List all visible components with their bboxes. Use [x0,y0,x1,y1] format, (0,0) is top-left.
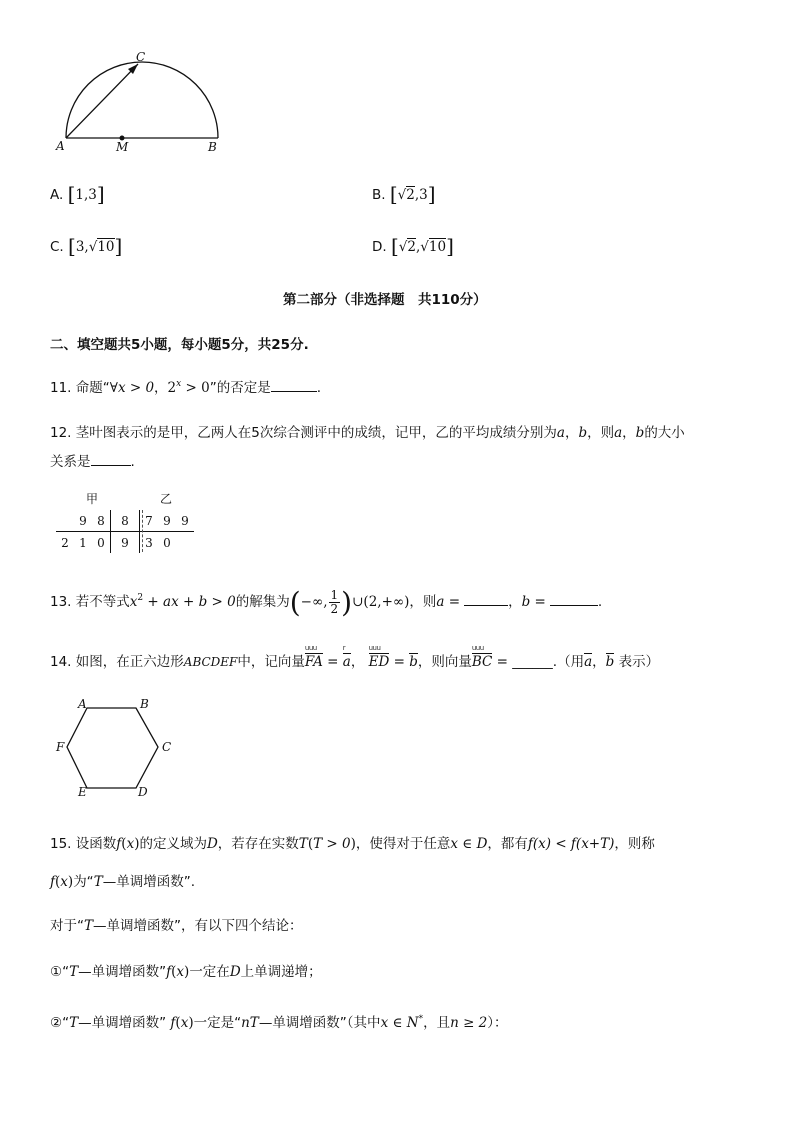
question-11: 11. 命题“∀x > 0，$2^x > 0$”的否定是 . [50,379,321,396]
conclusion-2: ②“T—单调增函数” f(x)一定是“nT—单调增函数”（其中x ∈ N*，且n ≥ 2）： [50,1014,508,1031]
part-two-heading: 第二部分（非选择题 共110分） [283,292,487,308]
point-label-c: C [136,50,146,64]
hex-label-f: F [56,740,65,754]
option-b: B. [√2,3] [372,182,436,206]
conclusion-1: ①“T—单调增函数”f(x)一定在D上单调递增； [50,964,322,980]
vector-ed: uuu ED [368,644,390,670]
fraction-one-half: $\frac{1}{2}$ [330,587,339,616]
point-label-m: M [116,140,129,154]
answer-blank-b [550,593,598,606]
question-14: 14. 如图，在正六边形ABCDEF中，记向量 uuu FA = r a， uuu ED = b，则向量 uuu BC = ______.（用a，b 表示） [50,644,660,670]
vector-fa: uuu FA [304,644,323,670]
option-d: D. [√2,√10] [372,234,454,258]
question-12-line1: 12. 茎叶图表示的是甲，乙两人在5次综合测评中的成绩，记甲，乙的平均成绩分别为a，b，则a，b的大小 [50,425,685,441]
hexagon-figure [60,702,170,794]
question-12-line2: 关系是 . [50,454,135,470]
vector-b-ref: b [605,654,615,670]
hex-label-a: A [78,697,87,711]
answer-blank [271,379,317,392]
hex-label-d: D [138,785,148,799]
point-label-a: A [56,139,65,153]
answer-blank [91,453,131,466]
point-label-b: B [208,140,217,154]
vector-a: r a [342,644,351,670]
question-15-line1: 15. 设函数f(x)的定义域为D，若存在实数T(T > 0)，使得对于任意x ∈ D，都有f(x) < f(x+T)，则称 [50,836,655,852]
option-a: A. [1,3] [50,182,105,206]
stemleaf-header-right: 乙 [160,492,173,506]
option-c: C. [3,√10] [50,234,123,258]
vector-bc: uuu BC [471,644,493,670]
hex-label-b: B [140,697,149,711]
hex-label-c: C [162,740,172,754]
answer-blank-a [464,593,508,606]
stemleaf-divider [142,510,143,552]
section-two-heading: 二、填空题共5小题，每小题5分，共25分. [50,337,309,353]
question-13: 13. 若不等式$x^2$ + ax + b > 0的解集为(−∞, $\frac{1}{2}$ )∪(2,+∞)，则a = ，b = . [50,586,603,619]
stem-leaf-table: 9 8 8 7 9 9 2 1 0 9 3 0 [56,510,194,553]
stemleaf-header-left: 甲 [86,492,99,506]
question-15-line2: f(x)为“T—单调增函数”. [50,874,195,890]
vector-b: b [409,654,418,670]
question-15-intro: 对于“T—单调增函数”，有以下四个结论： [50,918,303,934]
hex-label-e: E [78,785,87,799]
vector-a-ref: a [584,654,593,670]
